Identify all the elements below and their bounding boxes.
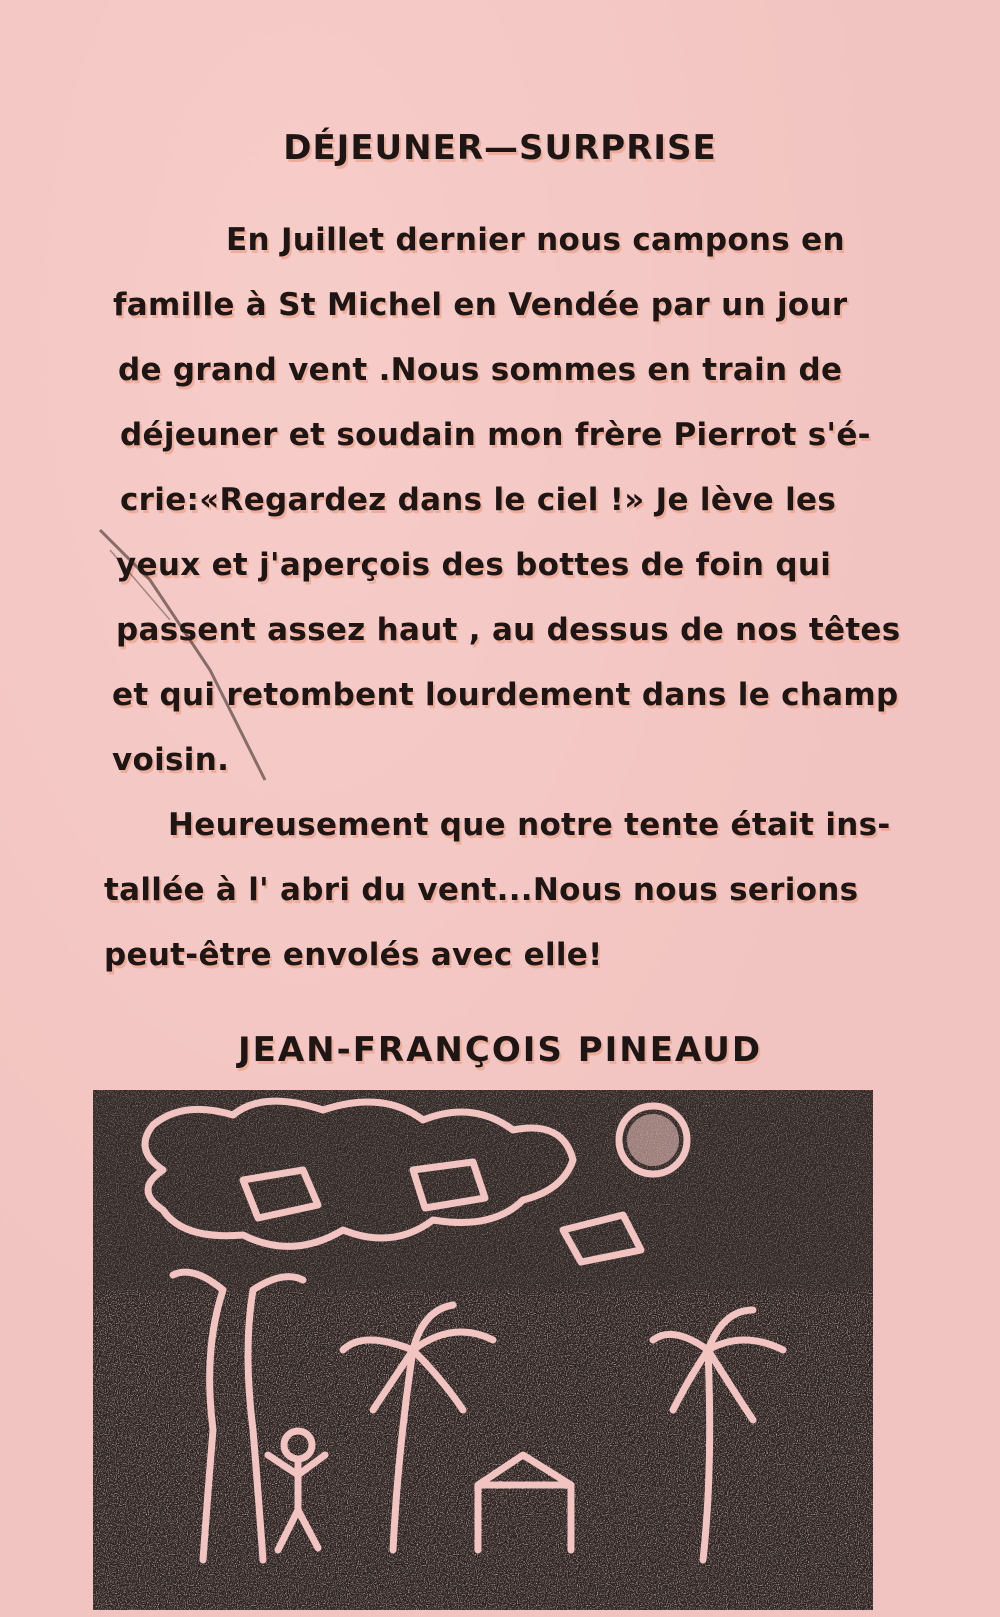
text-line: tallée à l' abri du vent...Nous nous serions bbox=[104, 872, 859, 908]
text-line: crie:«Regardez dans le ciel !» Je lève les bbox=[120, 482, 837, 518]
text-line: de grand vent .Nous sommes en train de bbox=[118, 352, 843, 388]
text-line: En Juillet dernier nous campons en bbox=[226, 222, 845, 258]
text-line: peut-être envolés avec elle! bbox=[104, 937, 603, 973]
author-signature: JEAN-FRANÇOIS PINEAUD bbox=[237, 1030, 763, 1070]
scratch-mark bbox=[90, 520, 290, 800]
text-line: Heureusement que notre tente était ins- bbox=[168, 807, 891, 843]
text-line: déjeuner et soudain mon frère Pierrot s'é- bbox=[120, 417, 871, 453]
linocut-illustration bbox=[93, 1090, 873, 1610]
text-line: voisin. bbox=[112, 742, 230, 778]
text-line: yeux et j'aperçois des bottes de foin qui bbox=[116, 547, 832, 583]
text-line: passent assez haut , au dessus de nos têtes bbox=[116, 612, 901, 648]
page-title: DÉJEUNER—SURPRISE bbox=[283, 128, 717, 168]
text-line: et qui retombent lourdement dans le champ bbox=[112, 677, 899, 713]
text-line: famille à St Michel en Vendée par un jour bbox=[113, 287, 848, 323]
